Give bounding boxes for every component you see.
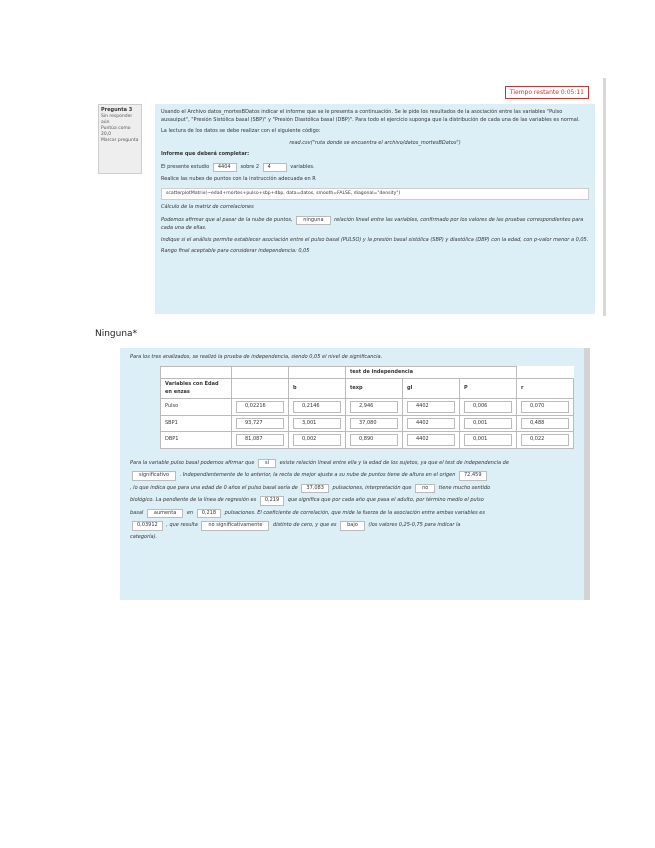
row-label: SBP1 [161,415,232,432]
question-intro: Usando el Archivo datos_mortesBDatos indicar el informe que se le presenta a continuación. Se le pide los resultados de la asociación entre las variables "Pulso ausauiput", "Presión Sistólica basal (SBP)" y "Presión Diastólica basal (DBP)". Para todo el ejercicio suponga que la distribución de cada una de las variables es normal. [161,109,580,123]
gl-input[interactable]: 4402 [407,401,455,413]
gl-input[interactable]: 4402 [407,418,455,430]
correlation-input[interactable]: 0,03912 [132,521,163,531]
table-intro: Para los tres analizados, se realizó la prueba de independencia, siendo 0,05 el nivel de significancia. [130,354,383,360]
col-header: P [460,379,517,399]
texp-input[interactable]: 3,001 [293,418,341,430]
p-input[interactable]: 0,006 [464,401,512,413]
intercept-input[interactable]: 72,459 [459,471,487,481]
table-row [161,415,574,432]
table-row [161,399,574,416]
row-label: DBP1 [161,432,232,449]
calc-text-2: Indique si el análisis permite establecer asociación entre el pulso basal (PULSO) y la presión basal sistólica (SBP) y diastólica (DBP) con la edad, con p-valor menor a 0,05. [161,236,589,243]
strength-select[interactable]: bajo [340,521,365,531]
answer-line-5: basal aumenta en 0,218 pulsaciones. El coeficiente de correlación, que mide la fuerza de la asociación entre ambas variables es [130,509,574,519]
increase-input[interactable]: 0,218 [197,509,221,519]
gl-input[interactable]: 4402 [407,434,455,446]
texp-input[interactable]: 0,002 [293,434,341,446]
question-info-panel [98,104,142,174]
significance-select-2[interactable]: no significativamente [201,521,269,531]
col-header: texp [346,379,403,399]
plot-note: Realice las nubes de puntos con la instrucción adecuada en R [161,176,316,182]
answer-line-2: significativo . Independientemente de lo anterior, la recta de mejor ajuste a su nube de puntos tiene de altura en el origen 72,459 [130,471,574,481]
r-input[interactable]: 0,070 [521,401,569,413]
b-input[interactable]: 93,727 [236,418,284,430]
load-note: La lectura de los datos se debe realizar con el siguiente código: [161,128,321,134]
independence-table [160,366,574,449]
sample-size-input[interactable]: 4404 [213,163,237,173]
relation-select[interactable]: ninguna [296,216,330,226]
variables-count-input[interactable]: 4 [263,163,287,173]
question-score: Puntúa como 20,0 [101,125,131,137]
b-input[interactable]: 81,087 [236,434,284,446]
row-label: Pulso [161,399,232,416]
col-header: gl [403,379,460,399]
col-header: r [517,379,574,399]
r-input[interactable]: 0,488 [521,418,569,430]
report-heading: Informe que deberá completar: [161,151,250,157]
r-input[interactable]: 0,022 [521,434,569,446]
question-screenshot-top [95,78,606,316]
slope-input[interactable]: 0,219 [260,496,284,506]
table-row [161,432,574,449]
load-code: read.csv("ruta donde se encuentra el archivo/datos_mortesBDatos") [289,139,461,146]
direction-select[interactable]: aumenta [147,509,183,519]
sample-size-line: El presente estudio 4404 sobre 2 4 variables. [161,163,589,173]
texp-input[interactable]: 0,2146 [293,401,341,413]
significance-select[interactable]: significativo [132,471,176,481]
question-screenshot-bottom [120,348,590,600]
timer-badge: Tiempo restante 0:05:11 [505,86,589,99]
question-body [155,104,595,314]
answer-line-3: , lo que indica que para una edad de 0 años el pulso basal sería de 37,083 pulsaciones, interpretación que no tiene mucho sentido [130,484,574,494]
relation-select[interactable]: sí [258,459,276,469]
texp2-input[interactable]: 2,946 [350,401,398,413]
texp2-input[interactable]: 37,080 [350,418,398,430]
b-input[interactable]: 0,02216 [236,401,284,413]
calc-line: Podemos afirmar que al pasar de la nube de puntos, ninguna relación lineal entre las variables, confirmado por los valores de las pruebas correspondientes para cada una de ellas. [161,216,584,232]
pulse-at-zero-input[interactable]: 37,083 [301,484,329,494]
calc-heading: Cálculo de la matriz de correlaciones [161,204,254,211]
sense-select[interactable]: no [415,484,435,494]
answer-line-1: Para la variable pulso basal podemos afirmar que sí existe relación lineal entre ella y la edad de los sujetos, ya que el test de independencia de [130,459,574,469]
question-number: Pregunta 3 [101,107,133,113]
answer-line-4: biológico. La pendiente de la línea de regresión es 0,219 que significa que por cada año que pasa el adulto, por término medio el pulso [130,496,574,506]
p-input[interactable]: 0,001 [464,434,512,446]
question-status: Sin responder aún [101,113,133,125]
texp2-input[interactable]: 0,890 [350,434,398,446]
answer-heading: Ninguna* [95,329,138,339]
calc-text-3: Rango final aceptable para considerar independencia: 0,05 [161,248,310,255]
table-super-header: test de independencia [346,366,517,379]
p-input[interactable]: 0,001 [464,418,512,430]
answer-line-7: categoría). [130,533,158,540]
plot-code-select[interactable]: scatterplotMatrix(~edad+mortes+pulso+sbp+dbp, data=datos, smooth=FALSE, diagonal="density") [161,188,589,201]
col-header: Variables con Edad en enzas [161,379,232,399]
flag-question-link[interactable]: Marcar pregunta [101,138,139,143]
answer-line-6: 0,03912 , que resulta no significativamente distinto de cero, y que es bajo (los valores 0,25-0,75 para indicar la [130,521,574,531]
col-header: b [289,379,346,399]
